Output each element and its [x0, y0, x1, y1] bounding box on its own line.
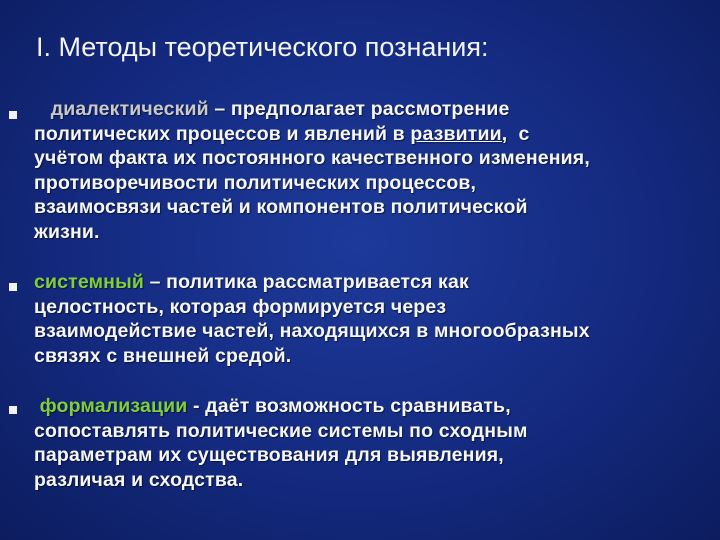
text-segment: с	[507, 122, 530, 145]
text-line: взаимодействие частей, находящихся в многообразных	[34, 320, 590, 342]
text-segment: - даёт возможность сравнивать,	[187, 395, 511, 417]
text-line	[34, 97, 718, 122]
text-line	[34, 122, 718, 147]
text-segment: – политика рассматривается как	[144, 271, 469, 293]
text-line: различая и сходства.	[34, 468, 244, 491]
text-line: противоречивости политических процессов,	[34, 171, 477, 194]
square-bullet-icon	[9, 283, 17, 291]
text-line: параметрам их существования для выявления,	[34, 444, 504, 466]
term-dialectical: диалектический	[50, 98, 209, 120]
text-line: целостность, которая формируется через	[34, 295, 447, 318]
term-systemic: системный	[34, 271, 145, 293]
bullet-text	[34, 97, 718, 244]
bullet-text	[34, 270, 718, 368]
slide-title: I. Методы теоретического познания:	[36, 32, 489, 62]
text-line: связях с внешней средой.	[34, 344, 292, 367]
square-bullet-icon	[9, 111, 17, 119]
text-line: взаимосвязи частей и компонентов политической	[34, 196, 528, 218]
square-bullet-icon	[9, 406, 17, 414]
text-line: жизни.	[34, 220, 100, 243]
underlined-word: развитии,	[410, 122, 508, 145]
text-line	[34, 270, 718, 295]
bullet-text	[34, 394, 718, 492]
text-line	[34, 394, 718, 419]
text-line: сопоставлять политические системы по сходным	[34, 419, 528, 442]
text-segment: – предполагает рассмотрение	[208, 98, 510, 120]
text-line: учётом факта их постоянного качественного изменения,	[34, 147, 590, 169]
text-segment: политических процессов и явлений в	[34, 122, 411, 145]
term-formalization: формализации	[39, 395, 188, 417]
